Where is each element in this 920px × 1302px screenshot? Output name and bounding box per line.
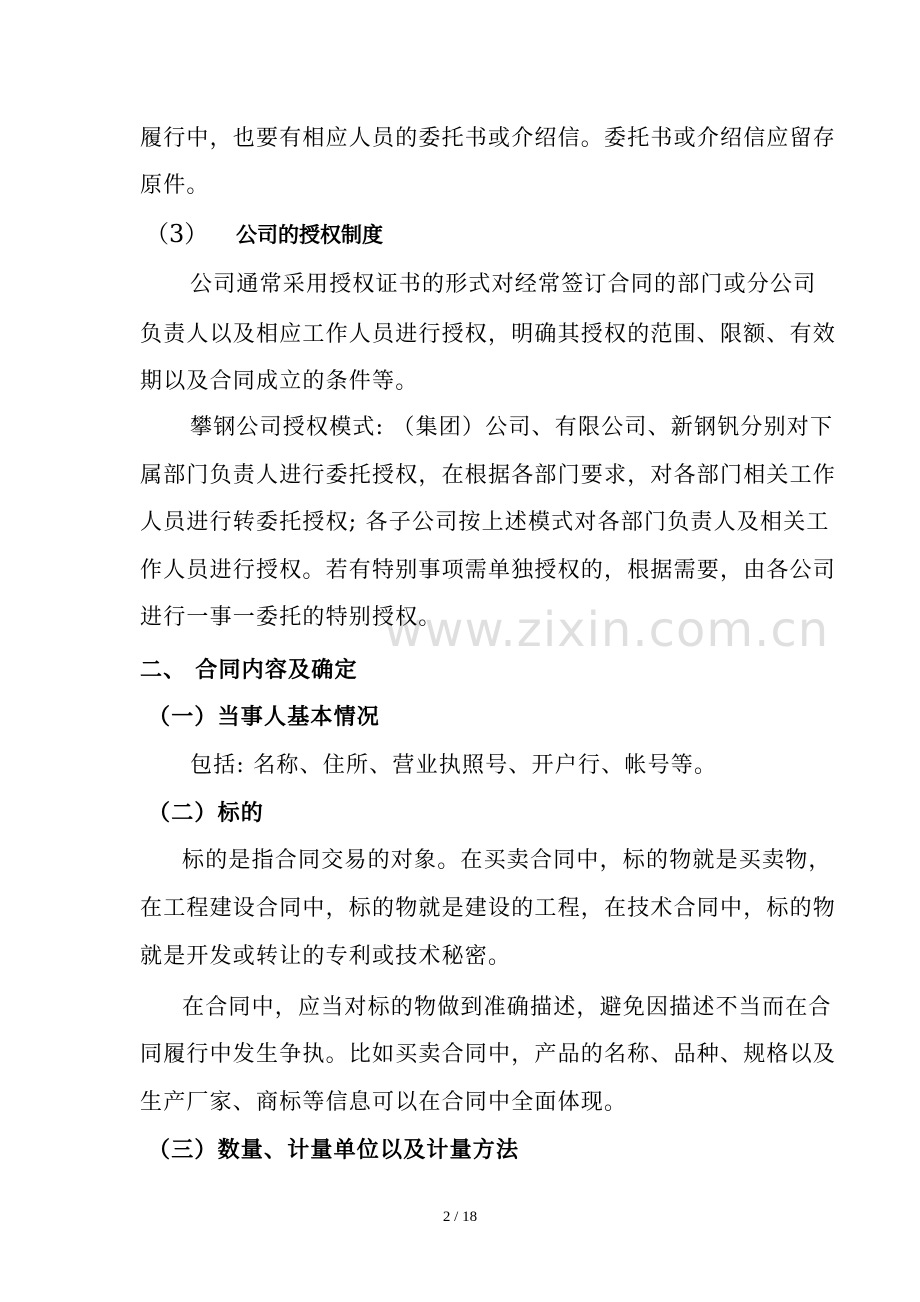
subsection-heading: （二）标的 [148, 801, 265, 826]
section-heading: 二、 合同内容及确定 [140, 658, 358, 683]
body-text-line: 包括: 名称、住所、营业执照号、开户行、帐号等。 [190, 753, 718, 778]
watermark: www.zixin.com.cn [384, 602, 830, 658]
body-text-line: 期以及合同成立的条件等。 [140, 369, 419, 394]
body-text-line: 攀钢公司授权模式: （集团）公司、有限公司、新钢钒分别对下 [190, 415, 834, 440]
body-text-line: 作人员进行授权。若有特别事项需单独授权的，根据需要，由各公司 [140, 558, 837, 583]
section-number: （3） [145, 220, 209, 248]
body-text-line: 标的是指合同交易的对象。在买卖合同中，标的物就是买卖物， [182, 848, 832, 873]
section-heading: 公司的授权制度 [236, 223, 383, 247]
body-text-line: 在合同中，应当对标的物做到准确描述，避免因描述不当而在合 [182, 995, 832, 1020]
body-text-line: 人员进行转委托授权; 各子公司按上述模式对各部门负责人及相关工 [140, 510, 830, 535]
body-text-line: 就是开发或转让的专利或技术秘密。 [140, 944, 512, 969]
subsection-heading: （一）当事人基本情况 [148, 705, 381, 730]
body-text-line: 进行一事一委托的特别授权。 [140, 605, 442, 630]
body-text-line: 公司通常采用授权证书的形式对经常签订合同的部门或分公司 [190, 272, 817, 297]
body-text-line: 生产厂家、商标等信息可以在合同中全面体现。 [140, 1090, 628, 1115]
body-text-line: 同履行中发生争执。比如买卖合同中，产品的名称、品种、规格以及 [140, 1042, 837, 1067]
subsection-heading: （三）数量、计量单位以及计量方法 [148, 1138, 520, 1163]
body-text-line: 在工程建设合同中，标的物就是建设的工程，在技术合同中，标的物 [140, 896, 837, 921]
body-text-line: 履行中，也要有相应人员的委托书或介绍信。委托书或介绍信应留存 [140, 126, 837, 151]
body-text-line: 原件。 [140, 173, 210, 198]
body-text-line: 属部门负责人进行委托授权，在根据各部门要求，对各部门相关工作 [140, 463, 837, 488]
body-text-line: 负责人以及相应工作人员进行授权，明确其授权的范围、限额、有效 [140, 322, 837, 347]
page-number: 2 / 18 [442, 1209, 478, 1225]
